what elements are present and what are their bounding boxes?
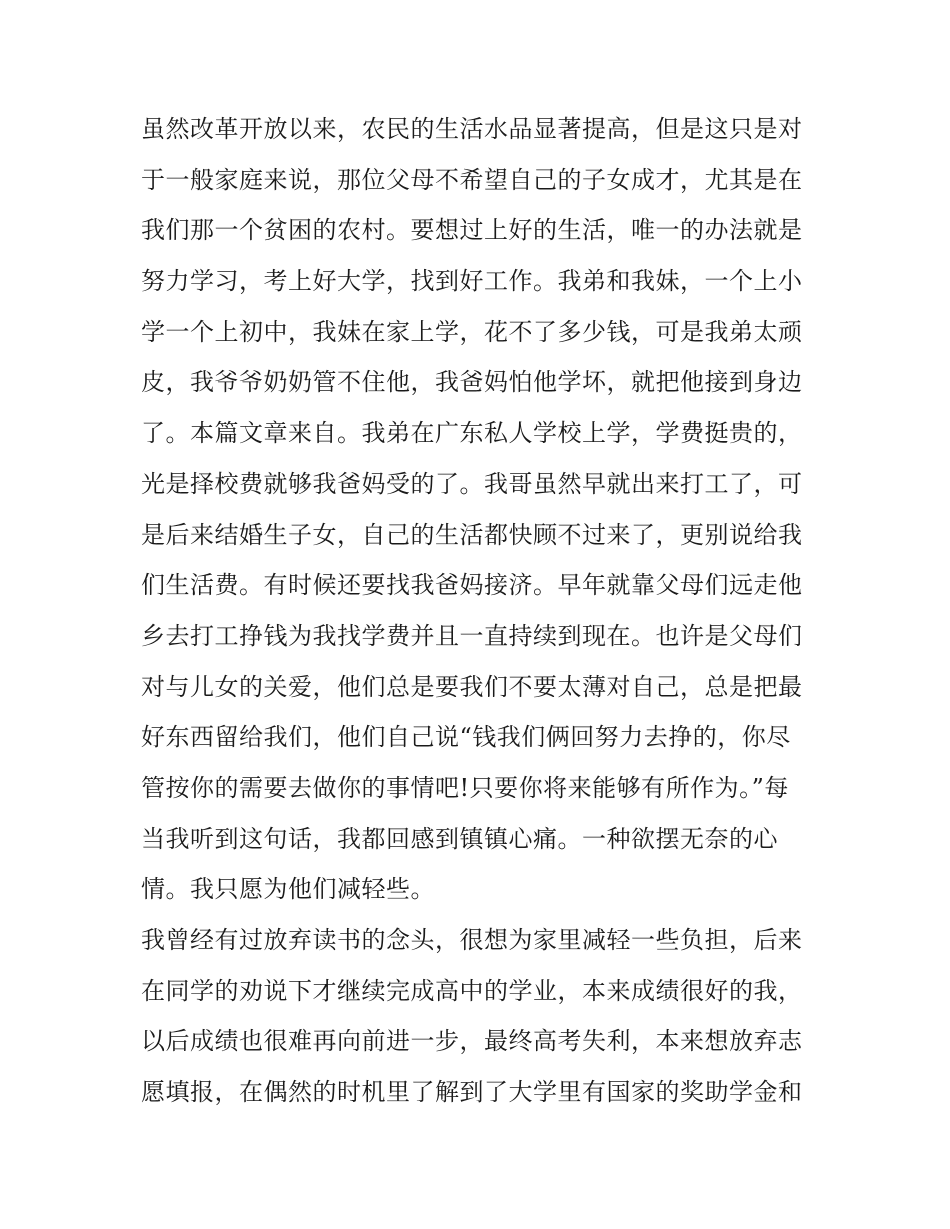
text-line: 于一般家庭来说，那位父母不希望自己的子女成才，尤其是在	[141, 165, 803, 194]
text-line: 情。我只愿为他们减轻些。	[141, 875, 435, 904]
text-line: 学一个上初中，我妹在家上学，花不了多少钱，可是我弟太顽	[141, 317, 803, 346]
text-line: 皮，我爷爷奶奶管不住他，我爸妈怕他学坏，就把他接到身边	[141, 368, 803, 397]
text-line: 光是择校费就够我爸妈受的了。我哥虽然早就出来打工了，可	[141, 469, 803, 498]
text-line: 们生活费。有时候还要找我爸妈接济。早年就靠父母们远走他	[141, 571, 803, 600]
text-line: 当我听到这句话，我都回感到镇镇心痛。一种欲摆无奈的心	[141, 824, 778, 853]
text-line: 对与儿女的关爱，他们总是要我们不要太薄对自己，总是把最	[141, 672, 803, 701]
text-line: 在同学的劝说下才继续完成高中的学业，本来成绩很好的我，	[141, 976, 803, 1005]
text-line: 了。本篇文章来自。我弟在广东私人学校上学，学费挺贵的，	[141, 419, 803, 448]
text-line: 虽然改革开放以来，农民的生活水品显著提高，但是这只是对	[141, 115, 803, 143]
text-line: 愿填报，在偶然的时机里了解到了大学里有国家的奖助学金和	[141, 1078, 803, 1107]
text-line: 乡去打工挣钱为我找学费并且一直持续到现在。也许是父母们	[141, 621, 803, 650]
text-line: 努力学习，考上好大学，找到好工作。我弟和我妹，一个上小	[141, 267, 803, 296]
text-line: 管按你的需要去做你的事情吧!只要你将来能够有所作为。”每	[141, 773, 789, 802]
text-line: 我曾经有过放弃读书的念头，很想为家里减轻一些负担，后来	[141, 926, 803, 954]
text-line: 以后成绩也很难再向前进一步，最终高考失利，本来想放弃志	[141, 1027, 803, 1056]
text-line: 是后来结婚生子女，自己的生活都快顾不过来了，更别说给我	[141, 520, 803, 549]
document-body	[141, 104, 821, 1118]
text-line: 我们那一个贫困的农村。要想过上好的生活，唯一的办法就是	[141, 216, 803, 245]
text-line: 好东西留给我们，他们自己说“钱我们俩回努力去挣的，你尽	[141, 723, 791, 752]
